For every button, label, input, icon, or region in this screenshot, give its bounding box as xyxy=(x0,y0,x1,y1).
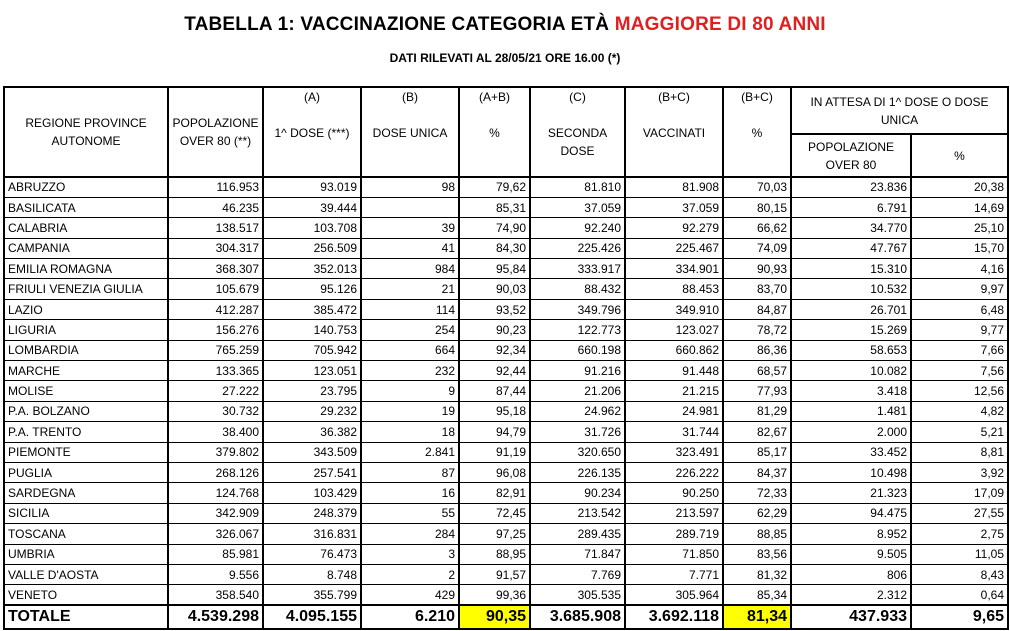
table-row xyxy=(4,503,1008,523)
cell-prima-dose: 36.382 xyxy=(263,422,361,442)
cell-seconda-dose: 88.432 xyxy=(530,279,625,299)
cell-popolazione: 379.802 xyxy=(168,442,263,462)
cell-vaccinati: 21.215 xyxy=(625,381,723,401)
cell-regione: CAMPANIA xyxy=(4,238,168,258)
cell-bc-pct: 86,36 xyxy=(723,340,791,360)
header-ab-pct: (A+B) % xyxy=(459,87,530,177)
cell-bc-pct: 81,29 xyxy=(723,401,791,421)
cell-popolazione: 765.259 xyxy=(168,340,263,360)
cell-attesa-pop: 15.269 xyxy=(791,320,911,340)
page-subtitle: DATI RILEVATI AL 28/05/21 ORE 16.00 (*) xyxy=(389,51,621,65)
cell-regione: VALLE D'AOSTA xyxy=(4,564,168,584)
header-seconda-dose: (C) SECONDA DOSE xyxy=(530,87,625,177)
cell-prima-dose: 385.472 xyxy=(263,299,361,319)
cell-dose-unica: 232 xyxy=(361,361,459,381)
table-row xyxy=(4,259,1008,279)
cell-attesa-pct: 17,09 xyxy=(911,483,1008,503)
cell-dose-unica: 2.841 xyxy=(361,442,459,462)
cell-attesa-pct: 2,75 xyxy=(911,524,1008,544)
cell-attesa-pop: 6.791 xyxy=(791,197,911,217)
cell-popolazione: 116.953 xyxy=(168,177,263,197)
cell-regione: SICILIA xyxy=(4,503,168,523)
cell-regione: MOLISE xyxy=(4,381,168,401)
cell-dose-unica xyxy=(361,197,459,217)
total-seconda-dose: 3.685.908 xyxy=(530,605,625,629)
cell-prima-dose: 103.429 xyxy=(263,483,361,503)
cell-vaccinati: 225.467 xyxy=(625,238,723,258)
cell-regione: PIEMONTE xyxy=(4,442,168,462)
cell-seconda-dose: 81.810 xyxy=(530,177,625,197)
cell-popolazione: 156.276 xyxy=(168,320,263,340)
cell-seconda-dose: 31.726 xyxy=(530,422,625,442)
cell-ab-pct: 72,45 xyxy=(459,503,530,523)
cell-dose-unica: 254 xyxy=(361,320,459,340)
cell-seconda-dose: 24.962 xyxy=(530,401,625,421)
cell-bc-pct: 66,62 xyxy=(723,218,791,238)
cell-attesa-pop: 8.952 xyxy=(791,524,911,544)
cell-popolazione: 46.235 xyxy=(168,197,263,217)
cell-ab-pct: 97,25 xyxy=(459,524,530,544)
cell-popolazione: 124.768 xyxy=(168,483,263,503)
cell-bc-pct: 62,29 xyxy=(723,503,791,523)
cell-attesa-pct: 3,92 xyxy=(911,462,1008,482)
total-vaccinati: 3.692.118 xyxy=(625,605,723,629)
cell-regione: EMILIA ROMAGNA xyxy=(4,259,168,279)
cell-regione: UMBRIA xyxy=(4,544,168,564)
cell-prima-dose: 256.509 xyxy=(263,238,361,258)
cell-attesa-pct: 4,16 xyxy=(911,259,1008,279)
cell-attesa-pct: 8,81 xyxy=(911,442,1008,462)
table-row xyxy=(4,238,1008,258)
cell-prima-dose: 93.019 xyxy=(263,177,361,197)
cell-attesa-pop: 1.481 xyxy=(791,401,911,421)
cell-vaccinati: 289.719 xyxy=(625,524,723,544)
cell-ab-pct: 82,91 xyxy=(459,483,530,503)
cell-bc-pct: 77,93 xyxy=(723,381,791,401)
cell-popolazione: 368.307 xyxy=(168,259,263,279)
cell-regione: MARCHE xyxy=(4,361,168,381)
cell-attesa-pop: 26.701 xyxy=(791,299,911,319)
header-attesa-popolazione: POPOLAZIONE OVER 80 xyxy=(791,134,911,177)
cell-bc-pct: 83,56 xyxy=(723,544,791,564)
table-row xyxy=(4,177,1008,197)
table-row xyxy=(4,422,1008,442)
cell-regione: LOMBARDIA xyxy=(4,340,168,360)
header-dose-unica: (B) DOSE UNICA xyxy=(361,87,459,177)
cell-seconda-dose: 21.206 xyxy=(530,381,625,401)
cell-dose-unica: 9 xyxy=(361,381,459,401)
cell-regione: P.A. BOLZANO xyxy=(4,401,168,421)
cell-attesa-pct: 12,56 xyxy=(911,381,1008,401)
cell-prima-dose: 29.232 xyxy=(263,401,361,421)
cell-prima-dose: 95.126 xyxy=(263,279,361,299)
cell-ab-pct: 93,52 xyxy=(459,299,530,319)
cell-seconda-dose: 7.769 xyxy=(530,564,625,584)
cell-prima-dose: 352.013 xyxy=(263,259,361,279)
table-row xyxy=(4,381,1008,401)
cell-attesa-pct: 25,10 xyxy=(911,218,1008,238)
cell-popolazione: 133.365 xyxy=(168,361,263,381)
cell-bc-pct: 90,93 xyxy=(723,259,791,279)
cell-popolazione: 412.287 xyxy=(168,299,263,319)
table-row xyxy=(4,585,1008,605)
vaccination-table xyxy=(3,86,1009,630)
cell-dose-unica: 16 xyxy=(361,483,459,503)
cell-popolazione: 27.222 xyxy=(168,381,263,401)
cell-ab-pct: 85,31 xyxy=(459,197,530,217)
cell-seconda-dose: 213.542 xyxy=(530,503,625,523)
cell-attesa-pop: 94.475 xyxy=(791,503,911,523)
cell-attesa-pct: 7,56 xyxy=(911,361,1008,381)
cell-prima-dose: 257.541 xyxy=(263,462,361,482)
cell-dose-unica: 429 xyxy=(361,585,459,605)
header-attesa-pct: % xyxy=(911,134,1008,177)
cell-seconda-dose: 90.234 xyxy=(530,483,625,503)
cell-seconda-dose: 71.847 xyxy=(530,544,625,564)
cell-bc-pct: 84,87 xyxy=(723,299,791,319)
cell-regione: VENETO xyxy=(4,585,168,605)
cell-dose-unica: 2 xyxy=(361,564,459,584)
cell-bc-pct: 81,32 xyxy=(723,564,791,584)
cell-prima-dose: 39.444 xyxy=(263,197,361,217)
cell-prima-dose: 123.051 xyxy=(263,361,361,381)
table-row xyxy=(4,524,1008,544)
cell-vaccinati: 81.908 xyxy=(625,177,723,197)
cell-dose-unica: 3 xyxy=(361,544,459,564)
cell-vaccinati: 123.027 xyxy=(625,320,723,340)
cell-vaccinati: 305.964 xyxy=(625,585,723,605)
cell-vaccinati: 660.862 xyxy=(625,340,723,360)
cell-ab-pct: 74,90 xyxy=(459,218,530,238)
cell-bc-pct: 82,67 xyxy=(723,422,791,442)
cell-attesa-pop: 10.082 xyxy=(791,361,911,381)
cell-seconda-dose: 333.917 xyxy=(530,259,625,279)
cell-vaccinati: 71.850 xyxy=(625,544,723,564)
total-prima-dose: 4.095.155 xyxy=(263,605,361,629)
cell-attesa-pop: 9.505 xyxy=(791,544,911,564)
cell-bc-pct: 74,09 xyxy=(723,238,791,258)
total-row xyxy=(4,605,1008,629)
header-popolazione: POPOLAZIONE OVER 80 (**) xyxy=(168,87,263,177)
table-row xyxy=(4,361,1008,381)
cell-ab-pct: 91,19 xyxy=(459,442,530,462)
total-pop: 4.539.298 xyxy=(168,605,263,629)
table-row xyxy=(4,218,1008,238)
cell-prima-dose: 705.942 xyxy=(263,340,361,360)
cell-seconda-dose: 289.435 xyxy=(530,524,625,544)
total-bc-pct: 81,34 xyxy=(723,605,791,629)
cell-attesa-pct: 15,70 xyxy=(911,238,1008,258)
cell-prima-dose: 23.795 xyxy=(263,381,361,401)
cell-popolazione: 30.732 xyxy=(168,401,263,421)
cell-attesa-pct: 9,77 xyxy=(911,320,1008,340)
cell-ab-pct: 88,95 xyxy=(459,544,530,564)
cell-popolazione: 9.556 xyxy=(168,564,263,584)
cell-vaccinati: 37.059 xyxy=(625,197,723,217)
cell-regione: BASILICATA xyxy=(4,197,168,217)
cell-attesa-pop: 2.000 xyxy=(791,422,911,442)
cell-attesa-pct: 27,55 xyxy=(911,503,1008,523)
cell-attesa-pct: 6,48 xyxy=(911,299,1008,319)
header-in-attesa: IN ATTESA DI 1^ DOSE O DOSE UNICA xyxy=(791,87,1008,134)
cell-popolazione: 38.400 xyxy=(168,422,263,442)
table-row xyxy=(4,401,1008,421)
cell-prima-dose: 76.473 xyxy=(263,544,361,564)
cell-dose-unica: 114 xyxy=(361,299,459,319)
cell-bc-pct: 88,85 xyxy=(723,524,791,544)
cell-seconda-dose: 92.240 xyxy=(530,218,625,238)
table-row xyxy=(4,483,1008,503)
cell-attesa-pop: 3.418 xyxy=(791,381,911,401)
cell-attesa-pct: 14,69 xyxy=(911,197,1008,217)
cell-popolazione: 358.540 xyxy=(168,585,263,605)
cell-attesa-pct: 9,97 xyxy=(911,279,1008,299)
cell-ab-pct: 90,23 xyxy=(459,320,530,340)
cell-popolazione: 85.981 xyxy=(168,544,263,564)
cell-vaccinati: 334.901 xyxy=(625,259,723,279)
cell-seconda-dose: 122.773 xyxy=(530,320,625,340)
cell-attesa-pct: 0,64 xyxy=(911,585,1008,605)
cell-regione: PUGLIA xyxy=(4,462,168,482)
cell-seconda-dose: 37.059 xyxy=(530,197,625,217)
cell-ab-pct: 91,57 xyxy=(459,564,530,584)
cell-ab-pct: 95,84 xyxy=(459,259,530,279)
table-row xyxy=(4,462,1008,482)
cell-vaccinati: 213.597 xyxy=(625,503,723,523)
cell-attesa-pop: 23.836 xyxy=(791,177,911,197)
header-vaccinati: (B+C) VACCINATI xyxy=(625,87,723,177)
cell-regione: LIGURIA xyxy=(4,320,168,340)
cell-bc-pct: 68,57 xyxy=(723,361,791,381)
total-attesa-pct: 9,65 xyxy=(911,605,1008,629)
cell-bc-pct: 70,03 xyxy=(723,177,791,197)
cell-attesa-pct: 8,43 xyxy=(911,564,1008,584)
cell-prima-dose: 355.799 xyxy=(263,585,361,605)
cell-prima-dose: 316.831 xyxy=(263,524,361,544)
cell-bc-pct: 80,15 xyxy=(723,197,791,217)
cell-ab-pct: 84,30 xyxy=(459,238,530,258)
cell-ab-pct: 94,79 xyxy=(459,422,530,442)
cell-attesa-pct: 11,05 xyxy=(911,544,1008,564)
cell-attesa-pop: 806 xyxy=(791,564,911,584)
cell-dose-unica: 984 xyxy=(361,259,459,279)
cell-attesa-pop: 10.498 xyxy=(791,462,911,482)
total-ab-pct: 90,35 xyxy=(459,605,530,629)
cell-dose-unica: 284 xyxy=(361,524,459,544)
total-dose-unica: 6.210 xyxy=(361,605,459,629)
cell-seconda-dose: 305.535 xyxy=(530,585,625,605)
table-row xyxy=(4,299,1008,319)
table-row xyxy=(4,544,1008,564)
cell-seconda-dose: 660.198 xyxy=(530,340,625,360)
cell-vaccinati: 91.448 xyxy=(625,361,723,381)
title-main: TABELLA 1: VACCINAZIONE CATEGORIA ETÀ xyxy=(184,14,615,35)
cell-prima-dose: 103.708 xyxy=(263,218,361,238)
cell-ab-pct: 99,36 xyxy=(459,585,530,605)
cell-dose-unica: 18 xyxy=(361,422,459,442)
cell-ab-pct: 90,03 xyxy=(459,279,530,299)
cell-attesa-pop: 33.452 xyxy=(791,442,911,462)
table-row xyxy=(4,564,1008,584)
cell-vaccinati: 226.222 xyxy=(625,462,723,482)
cell-vaccinati: 7.771 xyxy=(625,564,723,584)
cell-dose-unica: 21 xyxy=(361,279,459,299)
cell-dose-unica: 39 xyxy=(361,218,459,238)
cell-attesa-pct: 5,21 xyxy=(911,422,1008,442)
cell-ab-pct: 92,44 xyxy=(459,361,530,381)
cell-seconda-dose: 225.426 xyxy=(530,238,625,258)
table-row xyxy=(4,279,1008,299)
cell-popolazione: 138.517 xyxy=(168,218,263,238)
cell-bc-pct: 83,70 xyxy=(723,279,791,299)
cell-dose-unica: 41 xyxy=(361,238,459,258)
cell-regione: FRIULI VENEZIA GIULIA xyxy=(4,279,168,299)
table-row xyxy=(4,340,1008,360)
cell-seconda-dose: 91.216 xyxy=(530,361,625,381)
cell-vaccinati: 92.279 xyxy=(625,218,723,238)
header-regione: REGIONE PROVINCE AUTONOME xyxy=(4,87,168,177)
cell-dose-unica: 55 xyxy=(361,503,459,523)
cell-ab-pct: 92,34 xyxy=(459,340,530,360)
cell-popolazione: 326.067 xyxy=(168,524,263,544)
cell-regione: ABRUZZO xyxy=(4,177,168,197)
cell-popolazione: 105.679 xyxy=(168,279,263,299)
cell-ab-pct: 96,08 xyxy=(459,462,530,482)
cell-attesa-pct: 20,38 xyxy=(911,177,1008,197)
cell-vaccinati: 90.250 xyxy=(625,483,723,503)
cell-regione: LAZIO xyxy=(4,299,168,319)
cell-regione: P.A. TRENTO xyxy=(4,422,168,442)
cell-regione: SARDEGNA xyxy=(4,483,168,503)
cell-vaccinati: 349.910 xyxy=(625,299,723,319)
cell-attesa-pop: 2.312 xyxy=(791,585,911,605)
cell-attesa-pop: 34.770 xyxy=(791,218,911,238)
cell-regione: CALABRIA xyxy=(4,218,168,238)
cell-dose-unica: 664 xyxy=(361,340,459,360)
cell-ab-pct: 95,18 xyxy=(459,401,530,421)
total-label: TOTALE xyxy=(4,605,168,629)
table-row xyxy=(4,197,1008,217)
cell-vaccinati: 323.491 xyxy=(625,442,723,462)
table-row xyxy=(4,320,1008,340)
cell-popolazione: 304.317 xyxy=(168,238,263,258)
cell-seconda-dose: 226.135 xyxy=(530,462,625,482)
cell-attesa-pct: 7,66 xyxy=(911,340,1008,360)
title-highlight: MAGGIORE DI 80 ANNI xyxy=(614,14,826,35)
cell-attesa-pct: 4,82 xyxy=(911,401,1008,421)
cell-regione: TOSCANA xyxy=(4,524,168,544)
cell-bc-pct: 78,72 xyxy=(723,320,791,340)
cell-ab-pct: 87,44 xyxy=(459,381,530,401)
cell-seconda-dose: 320.650 xyxy=(530,442,625,462)
cell-bc-pct: 85,17 xyxy=(723,442,791,462)
cell-prima-dose: 8.748 xyxy=(263,564,361,584)
header-bc-pct: (B+C) % xyxy=(723,87,791,177)
cell-attesa-pop: 21.323 xyxy=(791,483,911,503)
cell-vaccinati: 88.453 xyxy=(625,279,723,299)
cell-prima-dose: 248.379 xyxy=(263,503,361,523)
cell-bc-pct: 84,37 xyxy=(723,462,791,482)
total-attesa-pop: 437.933 xyxy=(791,605,911,629)
cell-attesa-pop: 15.310 xyxy=(791,259,911,279)
table-row xyxy=(4,442,1008,462)
cell-dose-unica: 87 xyxy=(361,462,459,482)
cell-dose-unica: 19 xyxy=(361,401,459,421)
cell-ab-pct: 79,62 xyxy=(459,177,530,197)
cell-seconda-dose: 349.796 xyxy=(530,299,625,319)
cell-dose-unica: 98 xyxy=(361,177,459,197)
cell-attesa-pop: 10.532 xyxy=(791,279,911,299)
header-prima-dose: (A) 1^ DOSE (***) xyxy=(263,87,361,177)
cell-attesa-pop: 58.653 xyxy=(791,340,911,360)
cell-attesa-pop: 47.767 xyxy=(791,238,911,258)
cell-popolazione: 342.909 xyxy=(168,503,263,523)
cell-prima-dose: 140.753 xyxy=(263,320,361,340)
cell-popolazione: 268.126 xyxy=(168,462,263,482)
cell-vaccinati: 31.744 xyxy=(625,422,723,442)
cell-vaccinati: 24.981 xyxy=(625,401,723,421)
cell-prima-dose: 343.509 xyxy=(263,442,361,462)
cell-bc-pct: 72,33 xyxy=(723,483,791,503)
page-title xyxy=(0,14,1010,36)
cell-bc-pct: 85,34 xyxy=(723,585,791,605)
